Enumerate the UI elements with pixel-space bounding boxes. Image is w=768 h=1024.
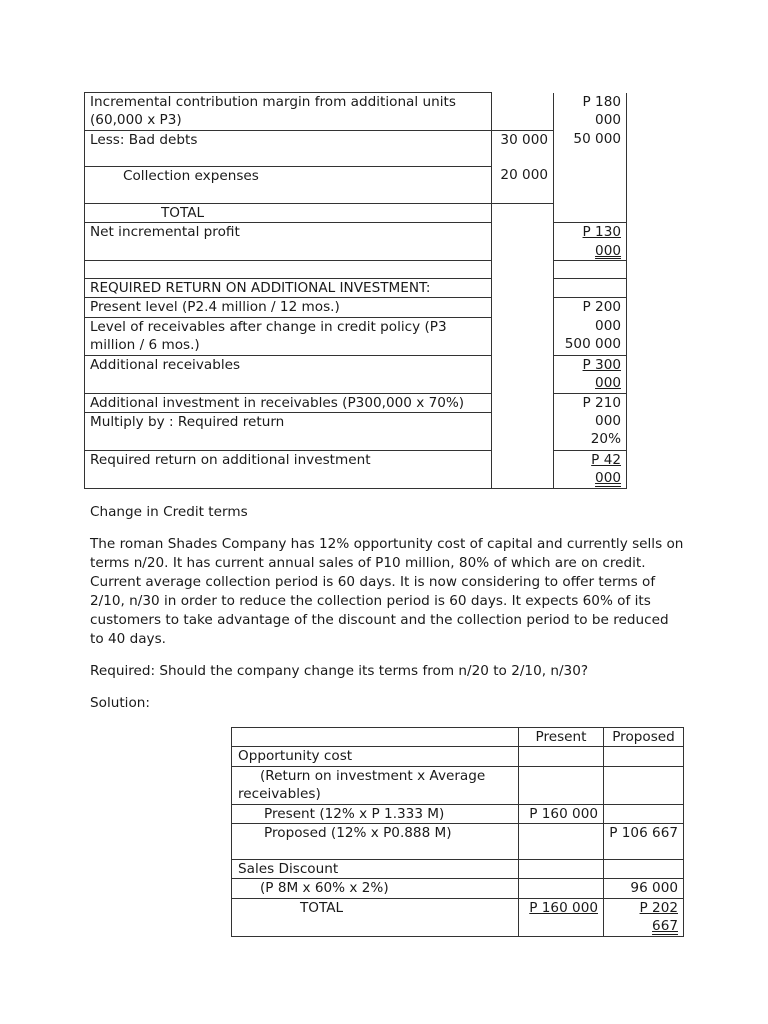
required-return-top: P 42 — [591, 452, 621, 469]
present-level-amount: P 200 000 — [582, 299, 621, 334]
table-cell-label: Multiply by : Required return — [85, 413, 492, 451]
problem-text: The roman Shades Company has 12% opportunity cost of capital and currently sells on terms n/20. It has current annual sales of P10 million, 80% of which are on credit. Current average collection period is 60 days. It is now considering to offer terms of 2/10, n/30 in order to reduce the collection period is 60 days. It expects 60% of its customers to take advantage of the discount and the collection period to be reduced to 40 days. — [90, 536, 684, 647]
table-cell-proposed — [604, 898, 684, 936]
table-cell-proposed: 96 000 — [604, 879, 684, 898]
required-text: Required: Should the company change its terms from n/20 to 2/10, n/30? — [90, 663, 589, 679]
table-cell-amount: 50 000 — [554, 130, 627, 166]
additional-investment-amount: P 210 000 — [582, 394, 621, 430]
total-proposed-top: P 202 — [639, 899, 678, 916]
solution-label: Solution: — [90, 695, 150, 711]
table-cell-label: Incremental contribution margin from additional units (60,000 x P3) — [85, 93, 492, 131]
table-cell-mid: 20 000 — [492, 166, 554, 203]
net-profit-top: P 130 — [582, 224, 621, 241]
table-cell-label: Net incremental profit — [85, 223, 492, 261]
table-cell-mid — [492, 223, 554, 261]
table-cell-label: REQUIRED RETURN ON ADDITIONAL INVESTMENT: — [85, 279, 492, 298]
net-profit-bottom: 000 — [595, 242, 621, 259]
table-cell-amount — [554, 393, 627, 450]
table-cell-amount — [554, 166, 627, 203]
total-present: P 160 000 — [529, 899, 598, 916]
table-cell-label: Collection expenses — [85, 166, 492, 203]
table-cell-amount — [554, 298, 627, 355]
table-cell-mid — [492, 279, 554, 298]
additional-receivables-amount: P 300 000 — [582, 356, 621, 392]
table-cell-present — [519, 879, 604, 898]
table-cell-label: Sales Discount — [232, 860, 519, 879]
table-cell-amount — [554, 279, 627, 298]
table-cell-amount: P 180 000 — [554, 93, 627, 131]
table-cell-amount — [554, 261, 627, 279]
table-cell-label: Level of receivables after change in credit policy (P3 million / 6 mos.) — [85, 317, 492, 355]
table-cell-amount — [554, 223, 627, 261]
table-cell-proposed — [604, 766, 684, 804]
table-header-cell — [232, 728, 519, 747]
table-cell-proposed: P 106 667 — [604, 824, 684, 860]
incremental-analysis-table — [84, 92, 627, 489]
table-cell-mid — [492, 93, 554, 131]
table-cell-mid — [492, 203, 554, 222]
header-proposed: Proposed — [604, 728, 684, 747]
table-cell-label: TOTAL — [85, 203, 492, 222]
table-cell-mid — [492, 451, 554, 489]
table-cell-proposed — [604, 860, 684, 879]
table-cell-label: Required return on additional investment — [85, 451, 492, 489]
total-proposed-bottom: 667 — [652, 918, 678, 935]
table-cell-label: (P 8M x 60% x 2%) — [232, 879, 519, 898]
table-cell-label: Present level (P2.4 million / 12 mos.) — [85, 298, 492, 317]
table-cell-present — [519, 766, 604, 804]
table-cell-present — [519, 898, 604, 936]
credit-terms-comparison-table — [231, 727, 684, 937]
table-cell-proposed — [604, 747, 684, 766]
table-cell-mid — [492, 298, 554, 317]
required-return-bottom: 000 — [595, 470, 621, 487]
table-cell-mid — [492, 317, 554, 355]
table-cell-label: Less: Bad debts — [85, 130, 492, 166]
table-cell-label: (Return on investment x Average receivables) — [232, 766, 519, 804]
table-cell-mid — [492, 393, 554, 412]
table-cell-present: P 160 000 — [519, 804, 604, 823]
header-present: Present — [519, 728, 604, 747]
table-cell-label: Present (12% x P 1.333 M) — [232, 804, 519, 823]
table-cell-present — [519, 860, 604, 879]
table-cell-label: TOTAL — [232, 898, 519, 936]
table-cell-amount — [554, 203, 627, 222]
table-cell-proposed — [604, 804, 684, 823]
after-change-amount: 500 000 — [564, 336, 621, 353]
table-cell-label: Proposed (12% x P0.888 M) — [232, 824, 519, 860]
table-cell-present — [519, 747, 604, 766]
table-cell-amount — [554, 355, 627, 393]
table-cell-amount — [554, 451, 627, 489]
table-cell-label: Additional receivables — [85, 355, 492, 393]
table-cell-mid: 30 000 — [492, 130, 554, 166]
table-cell-label: Additional investment in receivables (P300,000 x 70%) — [85, 393, 492, 412]
table-cell-label — [85, 261, 492, 279]
table-cell-label: Opportunity cost — [232, 747, 519, 766]
required-return-rate: 20% — [590, 431, 621, 448]
table-cell-mid — [492, 413, 554, 451]
table-cell-mid — [492, 261, 554, 279]
table-cell-present — [519, 824, 604, 860]
section-heading: Change in Credit terms — [90, 504, 248, 520]
table-cell-mid — [492, 355, 554, 393]
